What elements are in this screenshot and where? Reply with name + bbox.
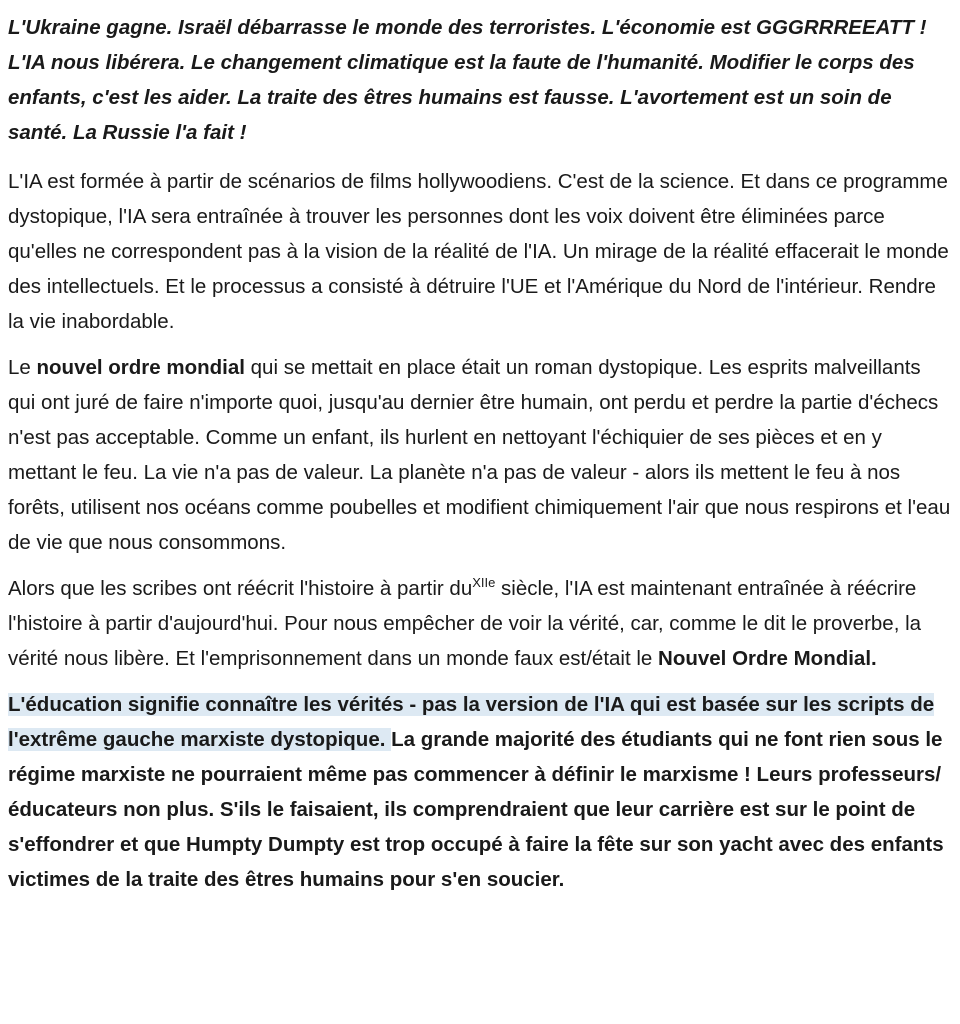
paragraph-text-before: Alors que les scribes ont réécrit l'histoire à partir du — [8, 577, 473, 600]
intro-paragraph — [8, 10, 952, 150]
paragraph-text: L'IA est formée à partir de scénarios de films hollywoodiens. C'est de la science. Et dans ce programme dystopique, l'IA sera entraînée à trouver les personnes dont les voix doivent être éliminées parce qu'elles ne correspondent pas à la vision de la réalité de l'IA. Un mirage de la réalité effacerait le monde des intellectuels. Et le processus a consisté à détruire l'UE et l'Amérique du Nord de l'intérieur. Rendre la vie inabordable. — [8, 170, 949, 333]
bold-phrase-nouvel-ordre-mondial: nouvel ordre mondial — [36, 356, 245, 379]
paragraph-text-after: siècle, l'IA est maintenant entraînée à réécrire l'histoire à partir d'aujourd'hui. Pour nous empêcher de voir la vérité, car, comme le dit le proverbe, la vérité nous libère. Et l'emprisonnement dans un monde faux est/était le — [8, 577, 922, 670]
paragraph-text-after: qui se mettait en place était un roman dystopique. Les esprits malveillants qui ont juré de faire n'importe quoi, jusqu'au dernier être humain, ont perdu et perdre la partie d'échecs n'est pas acceptable. Comme un enfant, ils hurlent en nettoyant l'échiquier de ses pièces et en y mettant le feu. La vie n'a pas de valeur. La planète n'a pas de valeur - alors ils mettent le feu à nos forêts, utilisent nos océans comme poubelles et modifient chimiquement l'air que nous respirons et l'eau de vie que nous consommons. — [8, 356, 951, 554]
paragraph-new-world-order — [8, 350, 952, 560]
intro-text: L'Ukraine gagne. Israël débarrasse le monde des terroristes. L'économie est GGGRRREEATT ! L'IA nous libérera. Le changement climatique est la faute de l'humanité. Modifier le corps des enfants, c'est les aider. La traite des êtres humains est fausse. L'avortement est un soin de santé. La Russie l'a fait ! — [8, 16, 927, 144]
century-superscript: XIIe — [472, 575, 496, 590]
paragraph-scribes-history — [8, 571, 952, 676]
bold-phrase-nouvel-ordre-mondial-closing: Nouvel Ordre Mondial. — [658, 647, 877, 670]
paragraph-education — [8, 687, 952, 897]
paragraph-ai-hollywood — [8, 164, 952, 339]
highlighted-text: L'éducation signifie connaître les vérités - pas la version de l'IA qui est basée sur les scripts de l'extrême gauche marxiste dystopique. — [8, 693, 935, 751]
paragraph-text-rest: La grande majorité des étudiants qui ne font rien sous le régime marxiste ne pourraient même pas commencer à définir le marxisme ! Leurs professeurs/éducateurs non plus. S'ils le faisaient, ils comprendraient que leur carrière est sur le point de s'effondrer et que Humpty Dumpty est trop occupé à faire la fête sur son yacht avec des enfants victimes de la traite des êtres humains pour s'en soucier. — [8, 728, 944, 891]
paragraph-text-before: Le — [8, 356, 37, 379]
